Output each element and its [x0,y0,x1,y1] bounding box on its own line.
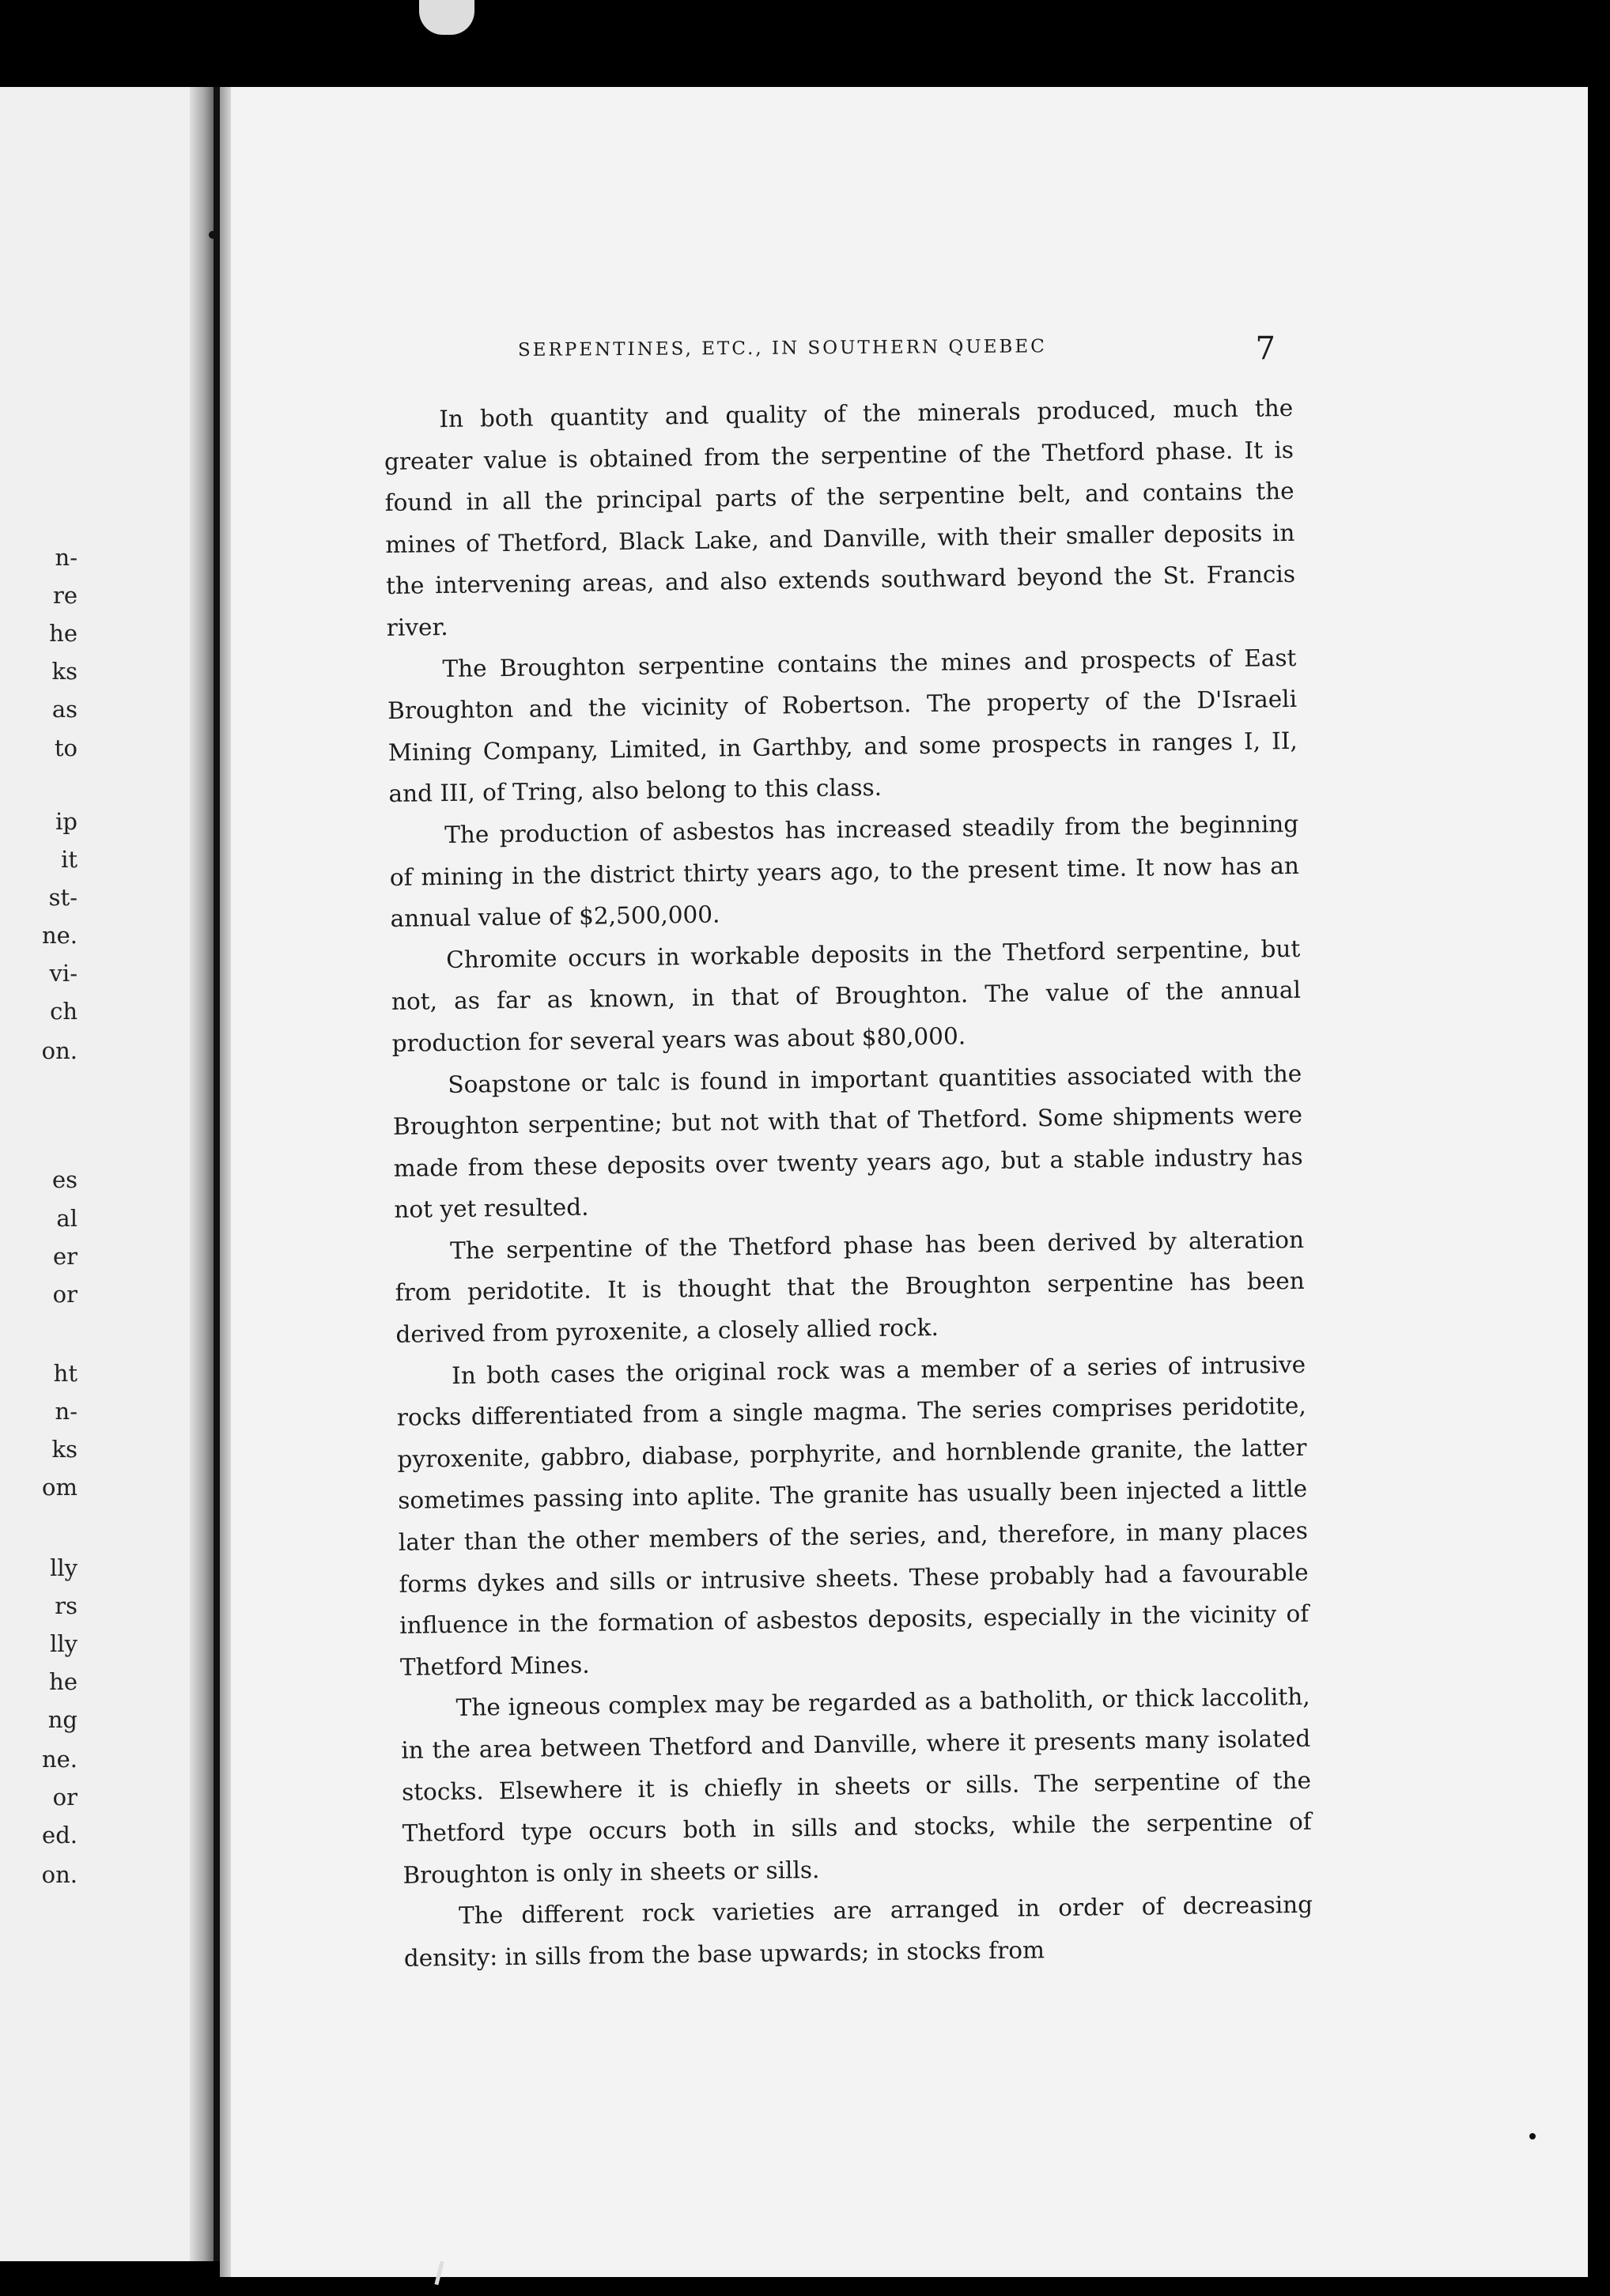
left-fragment: lly [50,1630,77,1657]
left-fragment: or [52,1784,77,1811]
left-fragment: ng [47,1706,77,1733]
scan-speck [1529,2133,1536,2139]
paragraph: In both quantity and quality of the minerals produced, much the greater value is obtained from the serpentine of the Thetford phase. It is found in all the principal parts of the serpentine belt, and contains the mines of Thetford, Black Lake, and Danville, with their smaller deposits in the intervening areas, and also extends southward beyond the St. Francis river. [384,394,1296,641]
body-text [384,387,1313,1979]
left-fragment: on. [41,1037,77,1064]
book-gutter [214,87,220,2261]
running-head: SERPENTINES, ETC., IN SOUTHERN QUEBEC [517,336,1047,361]
left-fragment: n- [55,544,77,571]
paragraph: The production of asbestos has increased steadily from the beginning of mining in the district thirty years ago, to the present time. It now has an annual value of $2,500,000. [389,810,1300,933]
left-fragment: al [56,1205,77,1232]
left-fragment: ed. [42,1822,77,1849]
paragraph: The serpentine of the Thetford phase has been derived by alteration from peridotite. It is thought that the Broughton serpentine has been derived from pyroxenite, a closely allied rock. [395,1225,1305,1348]
left-fragment: ks [51,658,77,685]
left-fragment: vi- [49,960,77,987]
scan-speck [209,231,217,239]
left-fragment: or [52,1281,77,1308]
left-fragment: st- [48,884,77,911]
left-fragment: ip [55,808,77,835]
left-fragment: on. [41,1861,77,1888]
left-fragment: lly [50,1554,77,1581]
paragraph: The different rock varieties are arranged in order of decreasing density: in sills from the base upwards; in stocks from [403,1891,1313,1972]
left-fragment: he [49,620,77,647]
left-fragment: om [42,1474,77,1501]
paragraph: The igneous complex may be regarded as a batholith, or thick laccolith, in the area between Thetford and Danville, where it presents many isolated stocks. Elsewhere it is chiefly in sheets or sills. The serpentine of the Thetford type occurs both in sills and stocks, while the serpentine of Broughton is only in sheets or sills. [401,1683,1312,1889]
left-fragment: er [52,1243,77,1270]
page-number: 7 [1255,330,1276,367]
left-fragment: n- [55,1398,77,1425]
left-fragment: ne. [41,922,77,949]
left-fragment: ht [53,1360,77,1387]
page-header [517,330,1317,380]
left-page-text-fragments [0,0,207,2296]
left-fragment: rs [55,1592,77,1619]
left-fragment: ne. [41,1746,77,1773]
paragraph: In both cases the original rock was a member of a series of intrusive rocks differentiated from a single magma. The series comprises peridotite, pyroxenite, gabbro, diabase, porphyrite, and hornblende granite, the latter sometimes passing into aplite. The granite has usually been injected a little later than the other members of the series, and, therefore, in many places forms dykes and sills or intrusive sheets. These probably had a favourable influence in the formation of asbestos deposits, especially in the vicinity of Thetford Mines. [396,1350,1310,1681]
left-fragment: ks [51,1436,77,1463]
left-fragment: ch [50,998,77,1025]
left-fragment: re [52,582,77,609]
right-page-edge-shadow [220,87,231,2277]
paragraph: Chromite occurs in workable deposits in the Thetford serpentine, but not, as far as known, in that of Broughton. The value of the annual production for several years was about $80,000. [391,935,1302,1057]
scan-artifact [419,0,474,35]
paragraph: Soapstone or talc is found in important quantities associated with the Broughton serpentine; but not with that of Thetford. Some shipments were made from these deposits over twenty years ago, but a stable industry has not yet resulted. [392,1059,1303,1224]
left-fragment: as [51,696,77,723]
paragraph: The Broughton serpentine contains the mines and prospects of East Broughton and the vicinity of Robertson. The property of the D'Israeli Mining Company, Limited, in Garthby, and some prospects in ranges I, II, and III, of Tring, also belong to this class. [387,644,1298,808]
left-fragment: he [49,1668,77,1695]
left-fragment: it [61,846,77,873]
left-fragment: to [54,734,77,761]
left-fragment: es [51,1166,77,1193]
